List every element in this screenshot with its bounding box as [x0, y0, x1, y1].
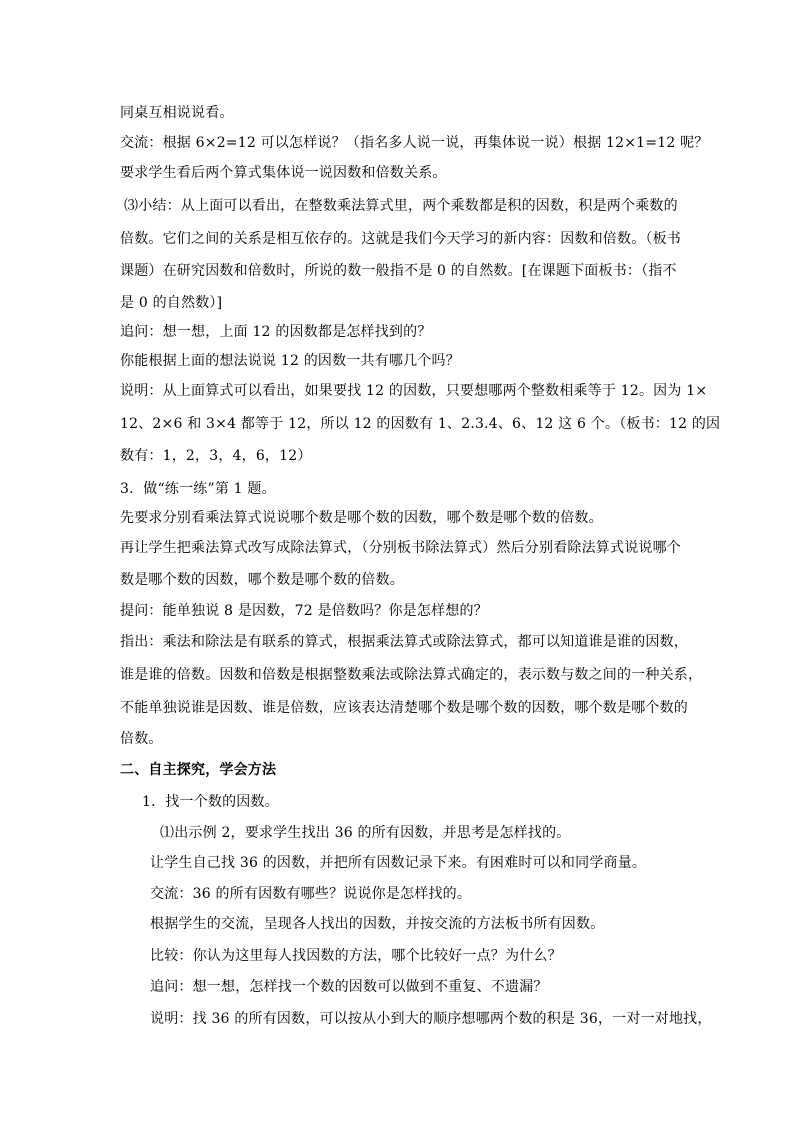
text-line: 提问：能单独说 8 是因数，72 是倍数吗？你是怎样想的？: [120, 603, 488, 619]
text-line: 12、2×6 和 3×4 都等于 12，所以 12 的因数有 1、2.3.4、6、12 这 6 个。（板书：12 的因: [120, 416, 721, 432]
text-line: 3．做“练一练”第 1 题。: [120, 481, 276, 497]
text-line: 数有：1，2，3，4，6，12）: [120, 448, 312, 464]
text-line: 是 0 的自然数）]: [120, 295, 223, 311]
section-heading: 二、自主探究，学会方法: [120, 762, 277, 778]
text-line: 不能单独说谁是因数、谁是倍数，应该表达清楚哪个数是哪个数的因数，哪个数是哪个数的: [120, 700, 688, 716]
text-line: 追问：想一想，上面 12 的因数都是怎样找到的？: [120, 324, 432, 340]
text-line: 根据学生的交流，呈现各人找出的因数，并按交流的方法板书所有因数。: [150, 916, 605, 932]
text-line: 先要求分别看乘法算式说说哪个数是哪个数的因数，哪个数是哪个数的倍数。: [120, 510, 603, 526]
text-line: 说明：找 36 的所有因数，可以按从小到大的顺序想哪两个数的积是 36，一对一对地找，: [150, 1011, 712, 1027]
text-line: 比较：你认为这里每人找因数的方法，哪个比较好一点？为什么？: [150, 948, 562, 964]
text-line: 交流：根据 6×2=12 可以怎样说？（指名多人说一说，再集体说一说）根据 12×1=12 呢？: [120, 135, 709, 151]
text-line: 1．找一个数的因数。: [142, 794, 279, 810]
text-line: 让学生自己找 36 的因数，并把所有因数记录下来。有困难时可以和同学商量。: [150, 855, 647, 871]
text-line: 同桌互相说说看。: [120, 105, 234, 121]
text-line: 你能根据上面的想法说说 12 的因数一共有哪几个吗？: [120, 353, 460, 369]
text-line: 课题）在研究因数和倍数时，所说的数一般指不是 0 的自然数。[在课题下面板书：（指不: [120, 263, 677, 279]
text-line: 倍数。: [120, 731, 163, 747]
text-line: ⑴出示例 2，要求学生找出 36 的所有因数，并思考是怎样找的。: [160, 825, 571, 841]
text-line: 追问：想一想，怎样找一个数的因数可以做到不重复、不遗漏？: [150, 979, 548, 995]
text-line: 指出：乘法和除法是有联系的算式，根据乘法算式或除法算式，都可以知道谁是谁的因数，: [120, 634, 688, 650]
text-line: 谁是谁的倍数。因数和倍数是根据整数乘法或除法算式确定的，表示数与数之间的一种关系，: [120, 667, 703, 683]
text-line: 说明：从上面算式可以看出，如果要找 12 的因数，只要想哪两个整数相乘等于 12。因为 1×: [120, 383, 708, 399]
text-line: 交流：36 的所有因数有哪些？说说你是怎样找的。: [150, 886, 472, 902]
text-line: ⑶小结：从上面可以看出，在整数乘法算式里，两个乘数都是积的因数，积是两个乘数的: [124, 198, 678, 214]
text-line: 倍数。它们之间的关系是相互依存的。这就是我们今天学习的新内容：因数和倍数。（板书: [120, 231, 681, 247]
text-line: 再让学生把乘法算式改写成除法算式，（分别板书除法算式）然后分别看除法算式说说哪个: [120, 540, 681, 556]
text-line: 数是哪个数的因数，哪个数是哪个数的倍数。: [120, 572, 404, 588]
text-line: 要求学生看后两个算式集体说一说因数和倍数关系。: [120, 165, 447, 181]
